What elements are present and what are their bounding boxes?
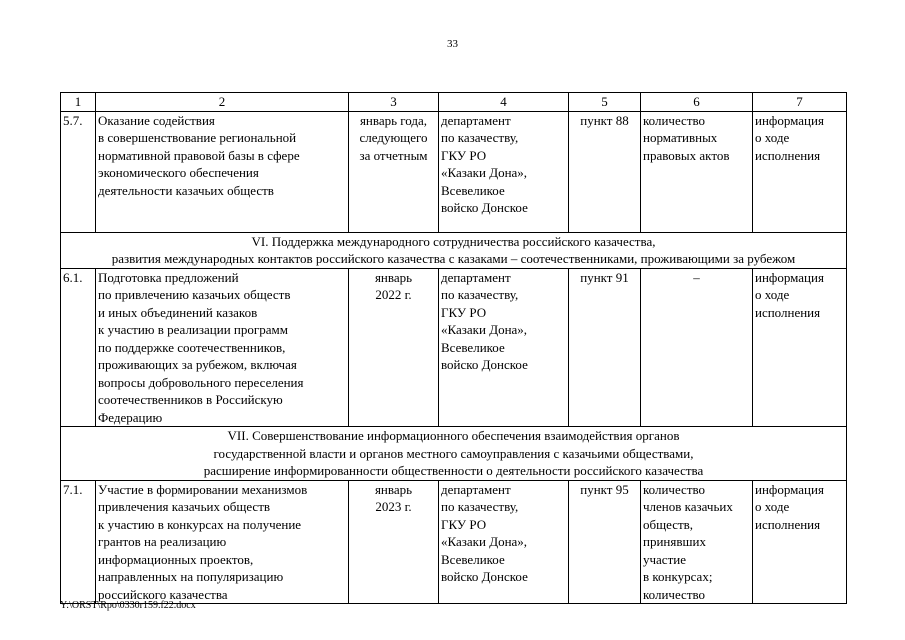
text-line: «Казаки Дона»,	[441, 165, 528, 180]
text-line: по поддержке соотечественников,	[98, 339, 286, 355]
text-line: за отчетным	[359, 147, 428, 163]
text-line: Всевеликое	[441, 339, 505, 355]
text-line: количество	[643, 481, 706, 497]
report-form	[753, 480, 847, 604]
text-line: Всевеликое	[441, 551, 505, 567]
text-line: департамент	[441, 112, 511, 128]
text-line: январь	[374, 481, 413, 497]
item-description	[96, 111, 349, 232]
text-line: пункт 88	[580, 112, 629, 128]
text-line: «Казаки Дона»,	[441, 322, 528, 337]
reference	[569, 268, 641, 427]
text-line: и иных объединений казаков	[98, 304, 258, 320]
reference	[569, 480, 641, 604]
text-line: деятельности казачьих обществ	[98, 182, 274, 198]
section-heading	[61, 427, 847, 481]
table-row	[61, 268, 847, 427]
column-number: 2	[96, 93, 349, 112]
column-number: 4	[439, 93, 569, 112]
item-number: 7.1.	[61, 480, 96, 604]
column-number-row	[61, 93, 847, 112]
footer-file-path: Y:\ORST\Rpo\0330r159.f22.docx	[60, 600, 196, 611]
report-form	[753, 268, 847, 427]
text-line: январь	[374, 269, 413, 285]
indicator	[641, 480, 753, 604]
item-number: 5.7.	[61, 111, 96, 232]
text-line: департамент	[441, 481, 511, 497]
executor	[439, 268, 569, 427]
text-line: вопросы добровольного переселения	[98, 374, 304, 390]
column-number: 6	[641, 93, 753, 112]
text-line: экономического обеспечения	[98, 165, 259, 180]
deadline	[349, 480, 439, 604]
text-line: обществ,	[643, 516, 694, 532]
text-line: к участию в конкурсах на получение	[98, 516, 302, 532]
text-line: ГКУ РО	[441, 304, 487, 320]
table-row	[61, 480, 847, 604]
text-line: о ходе	[755, 499, 790, 514]
text-line: грантов на реализацию	[98, 534, 227, 549]
text-line: информация	[755, 112, 824, 128]
text-line: следующего	[359, 130, 428, 145]
text-line: информационных проектов,	[98, 551, 254, 567]
text-line: правовых актов	[643, 147, 730, 163]
text-line: о ходе	[755, 287, 790, 302]
item-number: 6.1.	[61, 268, 96, 427]
text-line: привлечения казачьих обществ	[98, 499, 271, 514]
text-line: 2023 г.	[375, 499, 412, 514]
page-number: 33	[447, 38, 458, 50]
text-line: проживающих за рубежом, включая	[98, 357, 297, 372]
text-line: по казачеству,	[441, 499, 519, 514]
text-line: войско Донское	[441, 357, 528, 372]
text-line: «Казаки Дона»,	[441, 534, 528, 549]
text-line: 2022 г.	[375, 287, 412, 302]
text-line: ГКУ РО	[441, 516, 487, 532]
text-line: исполнения	[755, 516, 821, 532]
text-line: к участию в реализации программ	[98, 322, 288, 337]
text-line: пункт 91	[580, 269, 629, 285]
text-line: участие	[643, 551, 686, 567]
indicator	[641, 268, 753, 427]
deadline	[349, 111, 439, 232]
text-line: департамент	[441, 269, 511, 285]
text-line: в совершенствование региональной	[98, 130, 297, 145]
text-line: –	[693, 269, 700, 285]
text-line: информация	[755, 269, 824, 285]
text-line: нормативной правовой базы в сфере	[98, 147, 300, 163]
item-description	[96, 480, 349, 604]
text-line: российского казачества	[98, 586, 228, 602]
text-line: количество	[643, 586, 706, 602]
text-line: членов казачьих	[643, 499, 733, 514]
section-line: расширение информированности общественности о деятельности российского казачества	[203, 463, 704, 478]
text-line: Оказание содействия	[98, 112, 215, 128]
executor	[439, 480, 569, 604]
text-line: информация	[755, 481, 824, 497]
text-line: войско Донское	[441, 200, 528, 215]
plan-table	[60, 92, 847, 604]
text-line: нормативных	[643, 130, 718, 145]
section-heading-cell	[61, 427, 847, 481]
section-line: VII. Совершенствование информационного обеспечения взаимодействия органов	[227, 428, 680, 443]
column-number: 7	[753, 93, 847, 112]
text-line: Федерацию	[98, 409, 163, 425]
text-line: пункт 95	[580, 481, 629, 497]
reference	[569, 111, 641, 232]
column-number: 5	[569, 93, 641, 112]
deadline	[349, 268, 439, 427]
text-line: январь года,	[359, 112, 428, 128]
text-line: в конкурсах;	[643, 569, 713, 584]
text-line: Участие в формировании механизмов	[98, 481, 308, 497]
text-line: по привлечению казачьих обществ	[98, 287, 291, 302]
section-line: развития международных контактов российского казачества с казаками – соотечественниками, проживающими за рубежом	[111, 251, 796, 266]
text-line: принявших	[643, 534, 706, 549]
text-line: Всевеликое	[441, 182, 505, 198]
executor	[439, 111, 569, 232]
text-line: Подготовка предложений	[98, 269, 239, 285]
report-form	[753, 111, 847, 232]
table-row	[61, 111, 847, 232]
text-line: соотечественников в Российскую	[98, 392, 283, 407]
text-line: направленных на популяризацию	[98, 569, 284, 584]
text-line: количество	[643, 112, 706, 128]
column-number: 1	[61, 93, 96, 112]
section-heading	[61, 232, 847, 268]
column-number: 3	[349, 93, 439, 112]
text-line: исполнения	[755, 147, 821, 163]
section-line: VI. Поддержка международного сотрудничества российского казачества,	[251, 233, 656, 249]
section-heading-cell	[61, 232, 847, 268]
text-line: исполнения	[755, 304, 821, 320]
section-line: государственной власти и органов местного самоуправления с казачьими обществами,	[213, 445, 694, 461]
text-line: ГКУ РО	[441, 147, 487, 163]
text-line: о ходе	[755, 130, 790, 145]
text-line: по казачеству,	[441, 287, 519, 302]
item-description	[96, 268, 349, 427]
text-line: войско Донское	[441, 569, 528, 584]
text-line: по казачеству,	[441, 130, 519, 145]
indicator	[641, 111, 753, 232]
